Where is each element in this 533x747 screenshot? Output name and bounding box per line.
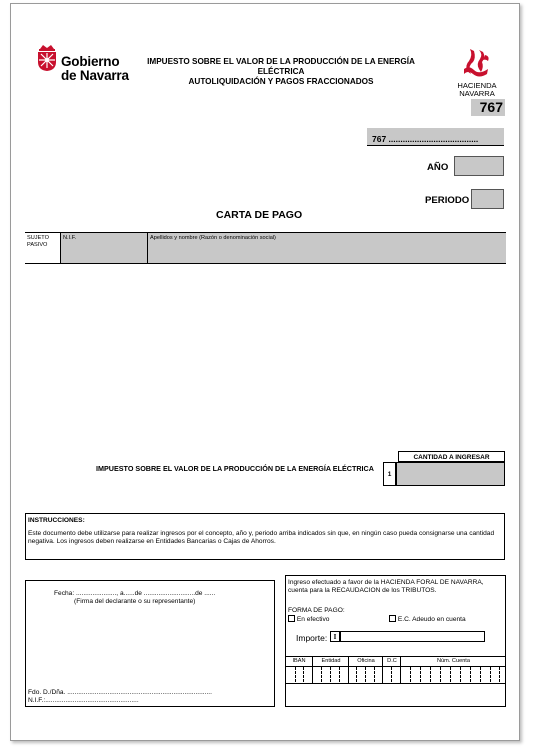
anio-label: AÑO (427, 162, 449, 173)
hacienda-line-2: NAVARRA (459, 89, 495, 98)
importe-label: Importe: (296, 633, 328, 643)
iban-header: IBAN (292, 658, 306, 664)
hacienda-text (452, 82, 502, 98)
model-number: 767 (471, 99, 505, 116)
anio-field[interactable] (454, 156, 504, 176)
subject-label: SUJETO PASIVO (25, 233, 60, 263)
name-field[interactable] (147, 233, 506, 263)
logo-line-2: de Navarra (61, 68, 129, 83)
cantidad-box-number: 1 (383, 462, 396, 486)
form-page (10, 3, 520, 741)
firma-label: (Firma del declarante o su representante) (74, 598, 196, 605)
reference-box[interactable]: 767 ...................................... (367, 128, 504, 146)
form-header (141, 57, 421, 87)
account-grid[interactable] (286, 656, 505, 684)
importe-field[interactable] (340, 631, 485, 642)
payment-text: Ingreso efectuado a favor de la HACIENDA FORAL DE NAVARRA, cuenta para la RECAUDACION de los TRIBUTOS. (288, 579, 484, 594)
hacienda-navarra-icon (461, 47, 491, 85)
header-line-2: ELÉCTRICA (257, 67, 305, 76)
page-title: CARTA DE PAGO (216, 209, 303, 221)
instructions-text: Este documento debe utilizarse para realizar ingresos por el concepto, año y, periodo arriba indicados sin que, en ningún caso pueda consignarse una cantidad negativa. Los ingresos deben realizarse en Entidades Bancarias o Cajas de Ahorros. (28, 530, 495, 545)
nif-line: N.I.F.:................................................... (28, 697, 139, 704)
instructions-title: INSTRUCCIONES: (28, 517, 85, 524)
name-label: Apellidos y nombre (Razón o denominación social) (150, 235, 276, 241)
cantidad-concept: IMPUESTO SOBRE EL VALOR DE LA PRODUCCIÓN DE LA ENERGÍA ELÉCTRICA (96, 464, 374, 473)
adeudo-option[interactable] (389, 615, 466, 624)
efectivo-option[interactable] (288, 615, 329, 624)
importe-box-number: I (330, 631, 340, 642)
nif-field[interactable] (60, 233, 147, 263)
subject-row (25, 232, 506, 264)
logo-text (61, 55, 129, 83)
forma-pago-label: FORMA DE PAGO: (288, 607, 345, 614)
nif-label: N.I.F. (63, 235, 77, 241)
cantidad-header: CANTIDAD A INGRESAR (398, 451, 505, 462)
adeudo-checkbox[interactable] (389, 615, 396, 622)
oficina-header: Oficina (348, 657, 383, 666)
periodo-label: PERIODO (425, 195, 470, 206)
fdo-line: Fdo. D./Dña. ............................................................................... (28, 689, 212, 696)
instructions-box (25, 513, 505, 560)
navarra-coat-of-arms-icon (36, 44, 58, 77)
payment-box (285, 575, 506, 707)
logo-line-1: Gobierno (61, 54, 120, 69)
cantidad-field[interactable] (396, 462, 505, 486)
cuenta-header: Núm. Cuenta (400, 657, 506, 666)
efectivo-checkbox[interactable] (288, 615, 295, 622)
header-line-1: IMPUESTO SOBRE EL VALOR DE LA PRODUCCIÓN DE LA ENERGÍA (147, 57, 415, 66)
adeudo-label: E.C. Adeudo en cuenta (397, 616, 466, 623)
hacienda-line-1: HACIENDA (457, 81, 497, 90)
dc-header: D.C (382, 657, 401, 666)
signature-box (25, 580, 275, 707)
periodo-field[interactable] (471, 189, 504, 209)
efectivo-label: En efectivo (296, 616, 330, 623)
fecha-line: Fecha: ......................, a......de ............................de ...... (54, 590, 216, 597)
grid-divider (286, 666, 505, 667)
header-line-3: AUTOLIQUIDACIÓN Y PAGOS FRACCIONADOS (188, 77, 374, 86)
entidad-header: Entidad (312, 657, 349, 666)
